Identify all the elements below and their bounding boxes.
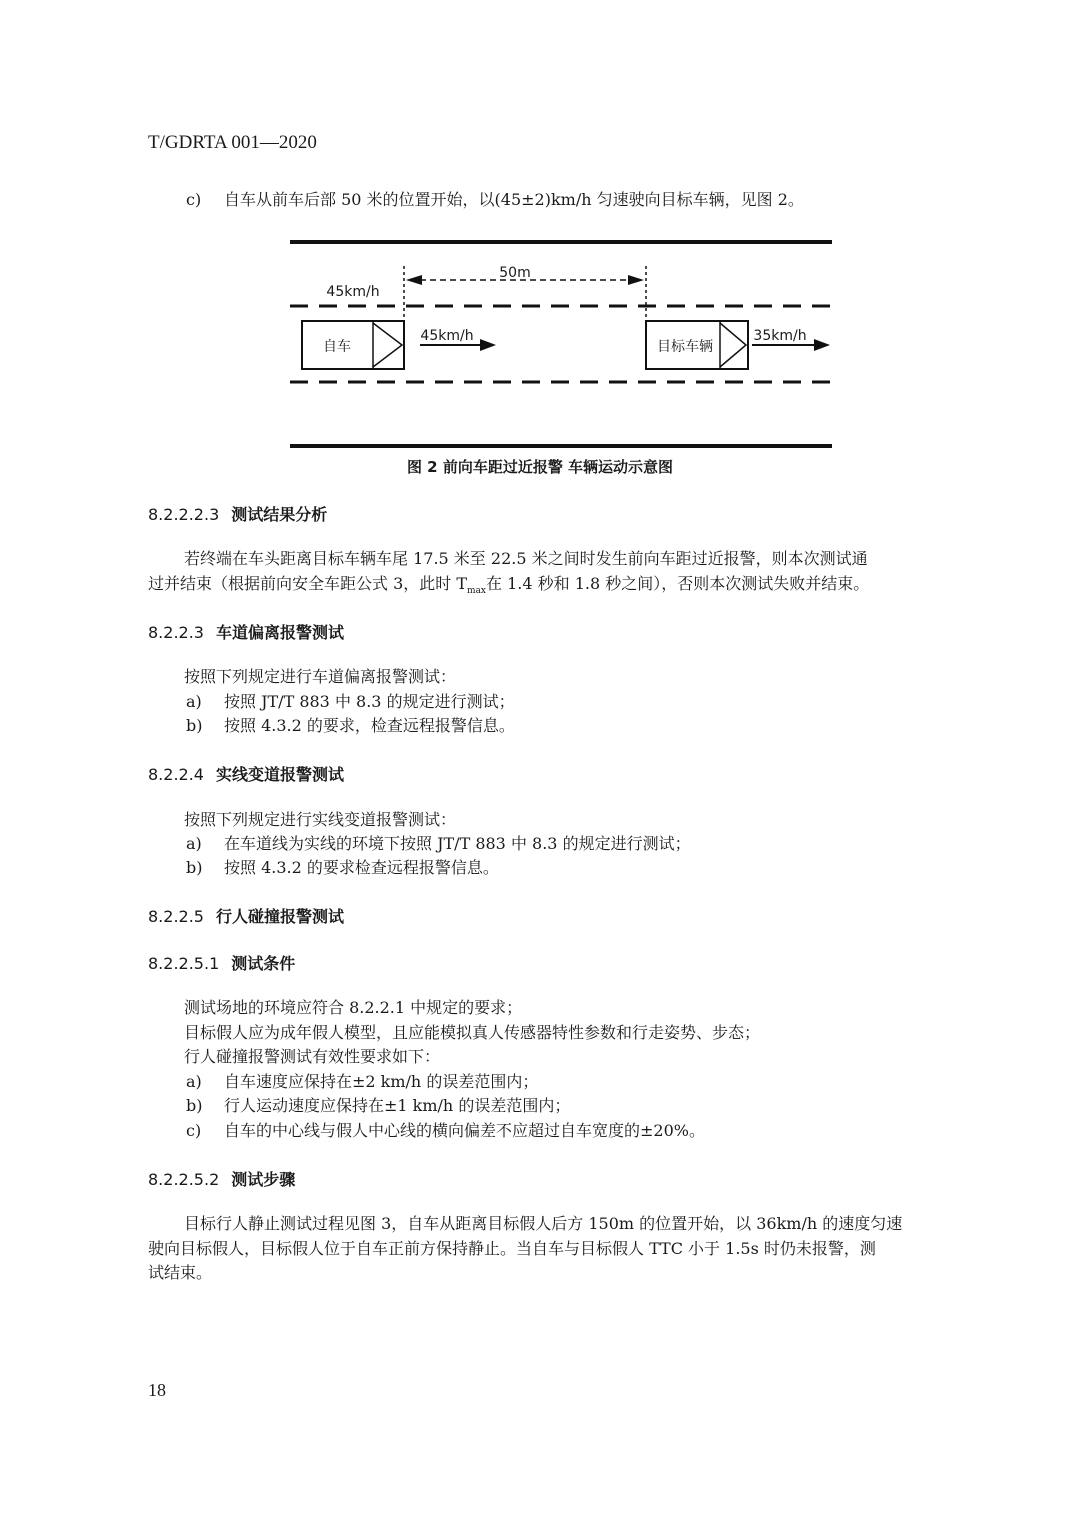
document-code-header: T/GDRTA 001—2020 <box>148 132 317 153</box>
paragraph-line: 行人碰撞报警测试有效性要求如下： <box>184 1047 441 1066</box>
target-speed-label: 35km/h <box>753 328 807 344</box>
paragraph-line: 目标行人静止测试过程见图 3，自车从距离目标假人后方 150m 的位置开始，以 36km/h 的速度匀速 <box>184 1214 903 1233</box>
ego-vehicle-label: 自车 <box>323 339 351 355</box>
list-text: 自车从前车后部 50 米的位置开始，以(45±2)km/h 匀速驶向目标车辆，见图 2。 <box>224 190 804 209</box>
section-title: 行人碰撞报警测试 <box>215 907 344 926</box>
ego-vehicle <box>302 321 404 369</box>
list-item-b <box>186 1094 570 1118</box>
list-marker: b) <box>186 1096 203 1115</box>
list-item-b <box>186 714 515 738</box>
ego-motion-arrow-head <box>480 339 496 351</box>
section-title: 车道偏离报警测试 <box>215 623 344 642</box>
section-title: 测试结果分析 <box>231 505 328 524</box>
list-item-a <box>186 1070 538 1094</box>
list-item-c <box>186 188 804 212</box>
paragraph-line: 测试场地的环境应符合 8.2.2.1 中规定的要求； <box>184 998 523 1017</box>
list-marker: a) <box>186 692 202 711</box>
list-text: 行人运动速度应保持在±1 km/h 的误差范围内； <box>224 1096 571 1115</box>
section-heading-8-2-2-5 <box>148 904 344 927</box>
distance-arrow-left <box>406 275 422 285</box>
list-marker: c) <box>186 190 202 209</box>
section-number: 8.2.2.5.1 <box>148 954 220 973</box>
list-text: 按照 4.3.2 的要求检查远程报警信息。 <box>224 858 499 877</box>
list-text: 在车道线为实线的环境下按照 JT/T 883 中 8.3 的规定进行测试； <box>224 834 691 853</box>
list-item-a <box>186 832 691 856</box>
list-marker: b) <box>186 858 203 877</box>
section-heading-8-2-2-3 <box>148 620 344 643</box>
text-span: 过并结束（根据前向安全车距公式 3，此时 T <box>148 574 468 593</box>
section-number: 8.2.2.2.3 <box>148 505 220 524</box>
section-title: 测试步骤 <box>231 1170 296 1189</box>
list-marker: a) <box>186 1072 202 1091</box>
list-marker: a) <box>186 834 202 853</box>
section-number: 8.2.2.3 <box>148 623 204 642</box>
paragraph-line: 按照下列规定进行实线变道报警测试： <box>184 810 457 829</box>
paragraph-line: 目标假人应为成年假人模型，且应能模拟真人传感器特性参数和行走姿势、步态； <box>184 1023 761 1042</box>
text-span: 在 1.4 秒和 1.8 秒之间），否则本次测试失败并结束。 <box>486 574 870 593</box>
target-motion-arrow-head <box>814 339 830 351</box>
list-item-a <box>186 690 515 714</box>
list-text: 自车的中心线与假人中心线的横向偏差不应超过自车宽度的±20%。 <box>224 1121 705 1140</box>
section-heading-8-2-2-5-2 <box>148 1167 295 1190</box>
paragraph-line: 若终端在车头距离目标车辆车尾 17.5 米至 22.5 米之间时发生前向车距过近报警，则本次测试通 <box>184 549 868 568</box>
list-marker: b) <box>186 716 203 735</box>
section-number: 8.2.2.5.2 <box>148 1170 220 1189</box>
paragraph-line: 按照下列规定进行车道偏离报警测试： <box>184 667 457 686</box>
section-heading-8-2-2-2-3 <box>148 502 327 525</box>
distance-arrow-right <box>628 275 644 285</box>
list-text: 按照 JT/T 883 中 8.3 的规定进行测试； <box>224 692 515 711</box>
target-vehicle-label: 目标车辆 <box>657 339 713 355</box>
paragraph-line: 驶向目标假人，目标假人位于自车正前方保持静止。当自车与目标假人 TTC 小于 1.5s 时仍未报警，测 <box>148 1239 876 1258</box>
paragraph-line <box>148 572 869 603</box>
subscript-max: max <box>467 586 487 597</box>
figure-caption: 图 2 前向车距过近报警 车辆运动示意图 <box>406 458 674 476</box>
distance-label: 50m <box>499 265 531 281</box>
list-text: 自车速度应保持在±2 km/h 的误差范围内； <box>224 1072 539 1091</box>
list-item-b <box>186 856 499 880</box>
section-number: 8.2.2.4 <box>148 765 204 784</box>
page-number: 18 <box>148 1380 166 1400</box>
ego-speed-label: 45km/h <box>420 328 474 344</box>
section-title: 实线变道报警测试 <box>215 765 344 784</box>
list-text: 按照 4.3.2 的要求，检查远程报警信息。 <box>224 716 515 735</box>
section-heading-8-2-2-5-1 <box>148 951 295 974</box>
vehicle-motion-diagram <box>280 230 840 458</box>
list-item-c <box>186 1119 705 1143</box>
section-heading-8-2-2-4 <box>148 762 344 785</box>
list-marker: c) <box>186 1121 202 1140</box>
ego-speed-top-label: 45km/h <box>326 284 380 300</box>
section-number: 8.2.2.5 <box>148 907 204 926</box>
section-title: 测试条件 <box>231 954 296 973</box>
paragraph-line: 试结束。 <box>148 1263 213 1282</box>
